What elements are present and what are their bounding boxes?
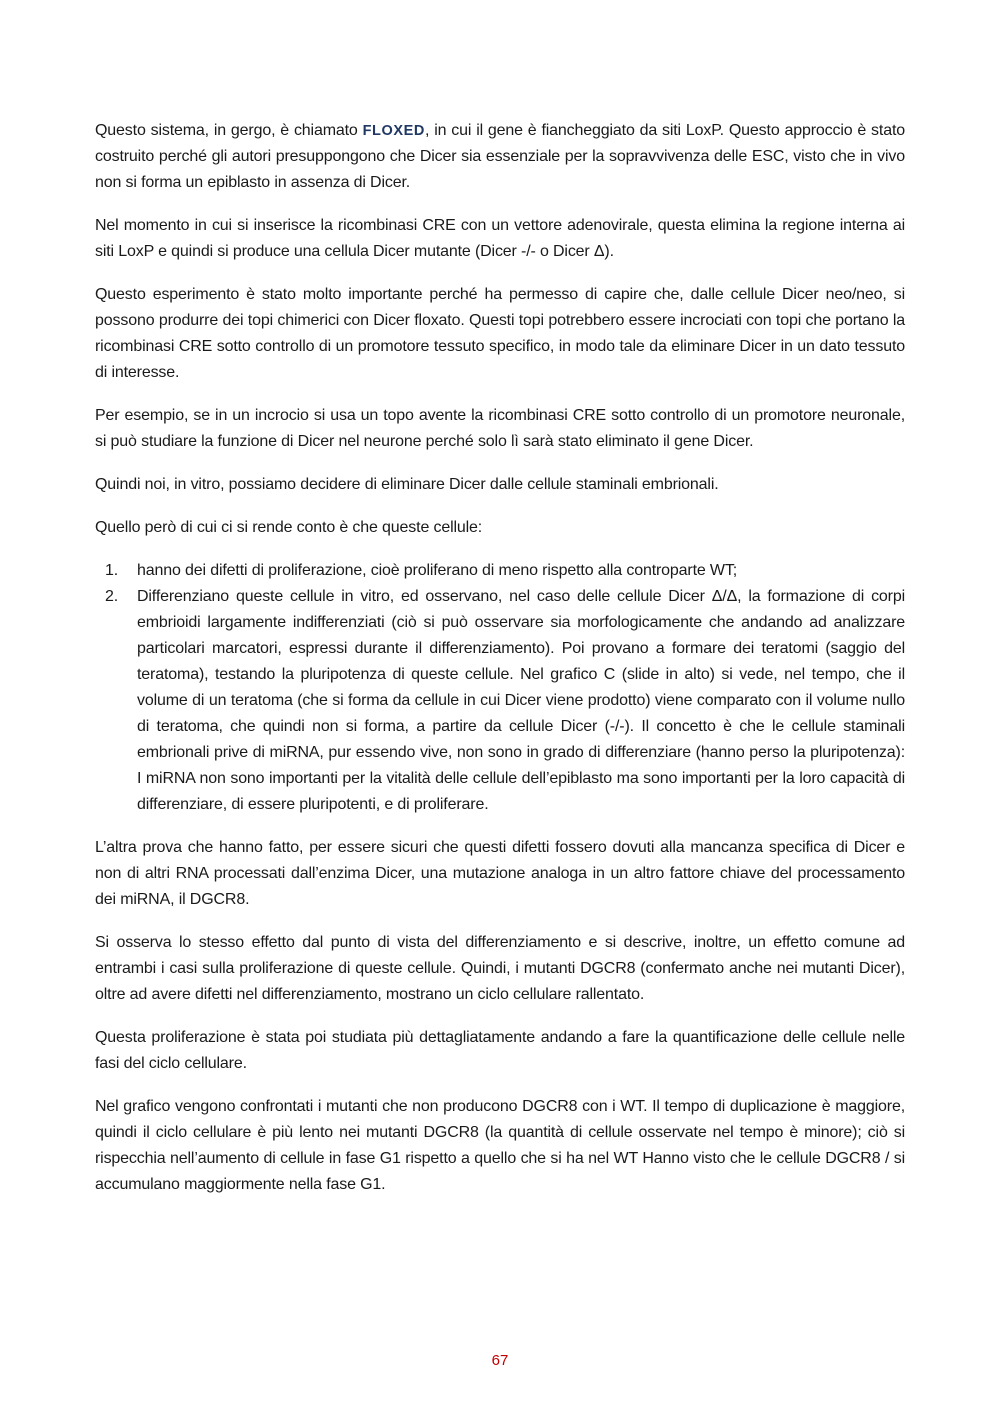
document-body — [95, 118, 905, 1215]
keyword-floxed: FLOXED — [362, 123, 426, 139]
paragraph-proliferation-effect: Si osserva lo stesso effetto dal punto di vista del differenziamento e si descrive, inoltre, un effetto comune ad entrambi i casi sulla proliferazione di queste cellule. Quindi, i mutanti DGCR8 (confermato anche nei mutanti Dicer), oltre ad avere difetti nel differenziamento, mostrano un ciclo cellulare rallentato. — [95, 934, 905, 1003]
paragraph-list-intro: Quello però di cui ci si rende conto è che queste cellule: — [95, 519, 483, 536]
paragraph-graph-comparison: Nel grafico vengono confrontati i mutanti che non producono DGCR8 con i WT. Il tempo di duplicazione è maggiore, quindi il ciclo cellulare è più lento nei mutanti DGCR8 (la quantità di cellule osservate nel tempo è minore); ciò si rispecchia nell’aumento di cellule in fase G1 rispetto a quello che si ha nel WT Hanno visto che le cellule DGCR8 / si accumulano maggiormente nella fase G1. — [95, 1098, 905, 1193]
list-item-text: hanno dei difetti di proliferazione, cioè proliferano di meno rispetto alla controparte WT; — [137, 562, 738, 579]
paragraph-cell-cycle-quantification: Questa proliferazione è stata poi studiata più dettagliatamente andando a fare la quantificazione delle cellule nelle fasi del ciclo cellulare. — [95, 1029, 905, 1072]
paragraph-cre-recombinase: Nel momento in cui si inserisce la ricombinasi CRE con un vettore adenovirale, questa elimina la regione interna ai siti LoxP e quindi si produce una cellula Dicer mutante (Dicer -/- o Dicer Δ). — [95, 217, 905, 260]
paragraph-neuronal-promoter: Per esempio, se in un incrocio si usa un topo avente la ricombinasi CRE sotto controllo di un promotore neuronale, si può studiare la funzione di Dicer nel neurone perché solo lì sarà stato eliminato il gene Dicer. — [95, 407, 905, 450]
page-number: 67 — [491, 1352, 509, 1369]
list-item-text: Differenziano queste cellule in vitro, ed osservano, nel caso delle cellule Dicer Δ/Δ, la formazione di corpi embrioidi largamente indifferenziati (ciò si può osservare sia morfologicamente che andando ad analizzare particolari marcatori, espressi durante il differenziamento). Poi provano a formare dei teratomi (saggio del teratoma), testando la pluripotenza di queste cellule. Nel grafico C (slide in alto) si vede, nel tempo, che il volume di un teratoma (che si forma da cellule in cui Dicer viene prodotto) viene comparato con il volume nullo di teratoma, che quindi non si forma, a partire da cellule Dicer (-/-). Il concetto è che le cellule staminali embrionali prive di miRNA, pur essendo vive, non sono in grado di differenziare (hanno perso la pluripotenza): I miRNA non sono importanti per la vitalità delle cellule dell’epiblasto ma sono importanti per la loro capacità di differenziare, di essere pluripotenti, e di proliferare. — [137, 588, 905, 813]
list-item — [95, 558, 905, 584]
paragraph-floxed-before: Questo sistema, in gergo, è chiamato — [95, 122, 363, 139]
paragraph-chimeric-mice: Questo esperimento è stato molto importante perché ha permesso di capire che, dalle cellule Dicer neo/neo, si possono produrre dei topi chimerici con Dicer floxato. Questi topi potrebbero essere incrociati con topi che portano la ricombinasi CRE sotto controllo di un promotore tessuto specifico, in modo tale da eliminare Dicer in un dato tessuto di interesse. — [95, 286, 905, 381]
paragraph-floxed — [95, 118, 905, 196]
list-item-number: 1. — [105, 562, 119, 579]
numbered-list — [95, 558, 905, 818]
paragraph-floxed-after: , in cui il gene è fiancheggiato da siti LoxP. Questo approccio è stato costruito perché gli autori presuppongono che Dicer sia essenziale per la sopravvivenza delle ESC, visto che in vivo non si forma un epiblasto in assenza di Dicer. — [95, 122, 905, 191]
list-item-number: 2. — [105, 588, 119, 605]
paragraph-in-vitro: Quindi noi, in vitro, possiamo decidere di eliminare Dicer dalle cellule staminali embrionali. — [95, 476, 719, 493]
list-item — [95, 584, 905, 818]
paragraph-dgcr8-test: L’altra prova che hanno fatto, per essere sicuri che questi difetti fossero dovuti alla mancanza specifica di Dicer e non di altri RNA processati dall’enzima Dicer, una mutazione analoga in un altro fattore chiave del processamento dei miRNA, il DGCR8. — [95, 839, 905, 908]
